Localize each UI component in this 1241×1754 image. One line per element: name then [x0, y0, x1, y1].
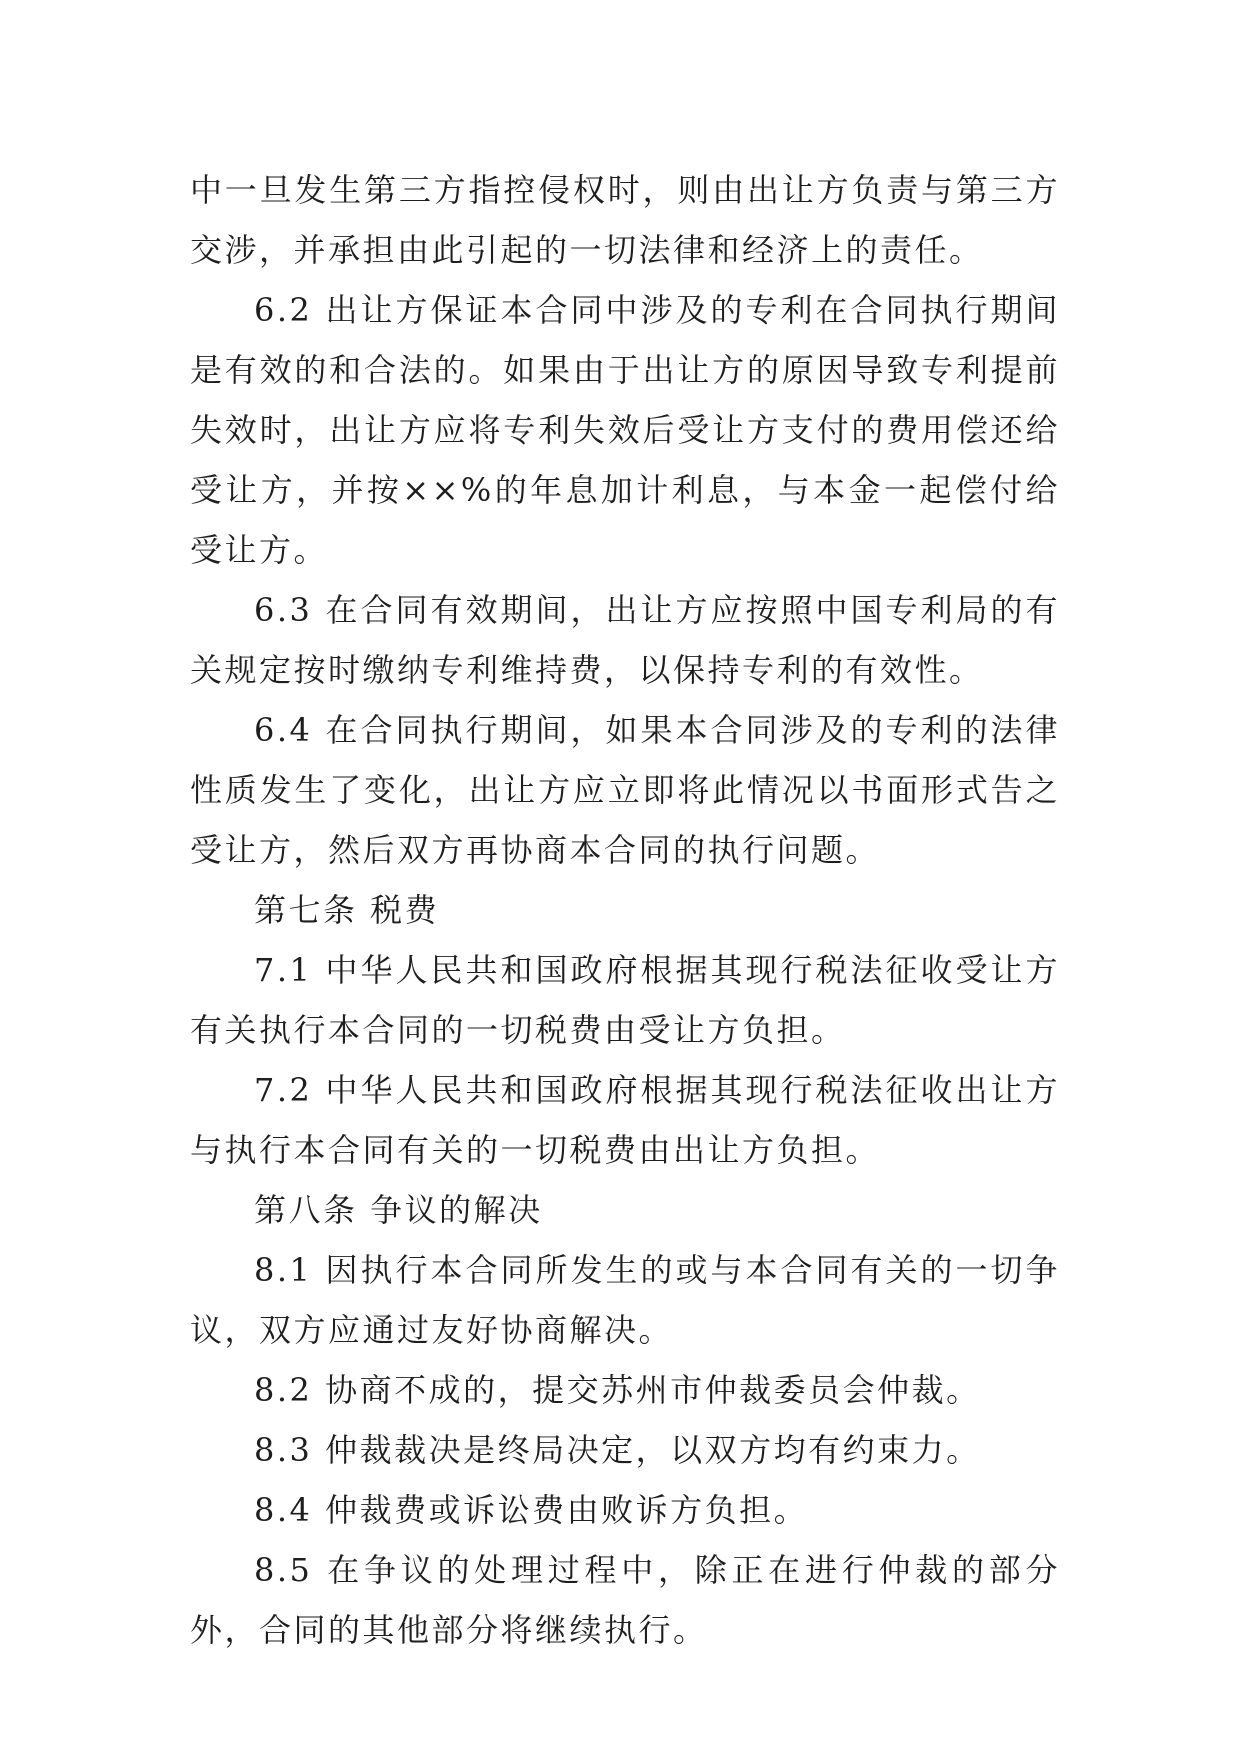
clause-6-2: 6.2 出让方保证本合同中涉及的专利在合同执行期间是有效的和合法的。如果由于出让方的原因导致专利提前失效时，出让方应将专利失效后受让方支付的费用偿还给受让方，并按××%的年息加计利息，与本金一起偿付给受让方。 [190, 291, 1060, 569]
article-8-heading: 第八条 争议的解决 [254, 1191, 543, 1229]
article-7-heading: 第七条 税费 [254, 891, 440, 929]
clause-8-3: 8.3 仲裁裁决是终局决定，以双方均有约束力。 [254, 1431, 981, 1469]
clause-7-2: 7.2 中华人民共和国政府根据其现行税法征收出让方与执行本合同有关的一切税费由出让方负担。 [190, 1071, 1060, 1169]
contract-text [190, 160, 1060, 1660]
clause-8-4: 8.4 仲裁费或诉讼费由败诉方负担。 [254, 1491, 809, 1529]
clause-6-3: 6.3 在合同有效期间，出让方应按照中国专利局的有关规定按时缴纳专利维持费，以保持专利的有效性。 [190, 591, 1060, 689]
paragraph-continuation: 中一旦发生第三方指控侵权时，则由出让方负责与第三方交涉，并承担由此引起的一切法律和经济上的责任。 [190, 171, 1060, 269]
clause-7-1: 7.1 中华人民共和国政府根据其现行税法征收受让方有关执行本合同的一切税费由受让方负担。 [190, 951, 1060, 1049]
clause-8-1: 8.1 因执行本合同所发生的或与本合同有关的一切争议，双方应通过友好协商解决。 [190, 1251, 1060, 1349]
clause-6-4: 6.4 在合同执行期间，如果本合同涉及的专利的法律性质发生了变化，出让方应立即将此情况以书面形式告之受让方，然后双方再协商本合同的执行问题。 [190, 711, 1060, 869]
clause-8-5: 8.5 在争议的处理过程中，除正在进行仲裁的部分外，合同的其他部分将继续执行。 [190, 1551, 1060, 1649]
clause-8-2: 8.2 协商不成的，提交苏州市仲裁委员会仲裁。 [254, 1371, 981, 1409]
